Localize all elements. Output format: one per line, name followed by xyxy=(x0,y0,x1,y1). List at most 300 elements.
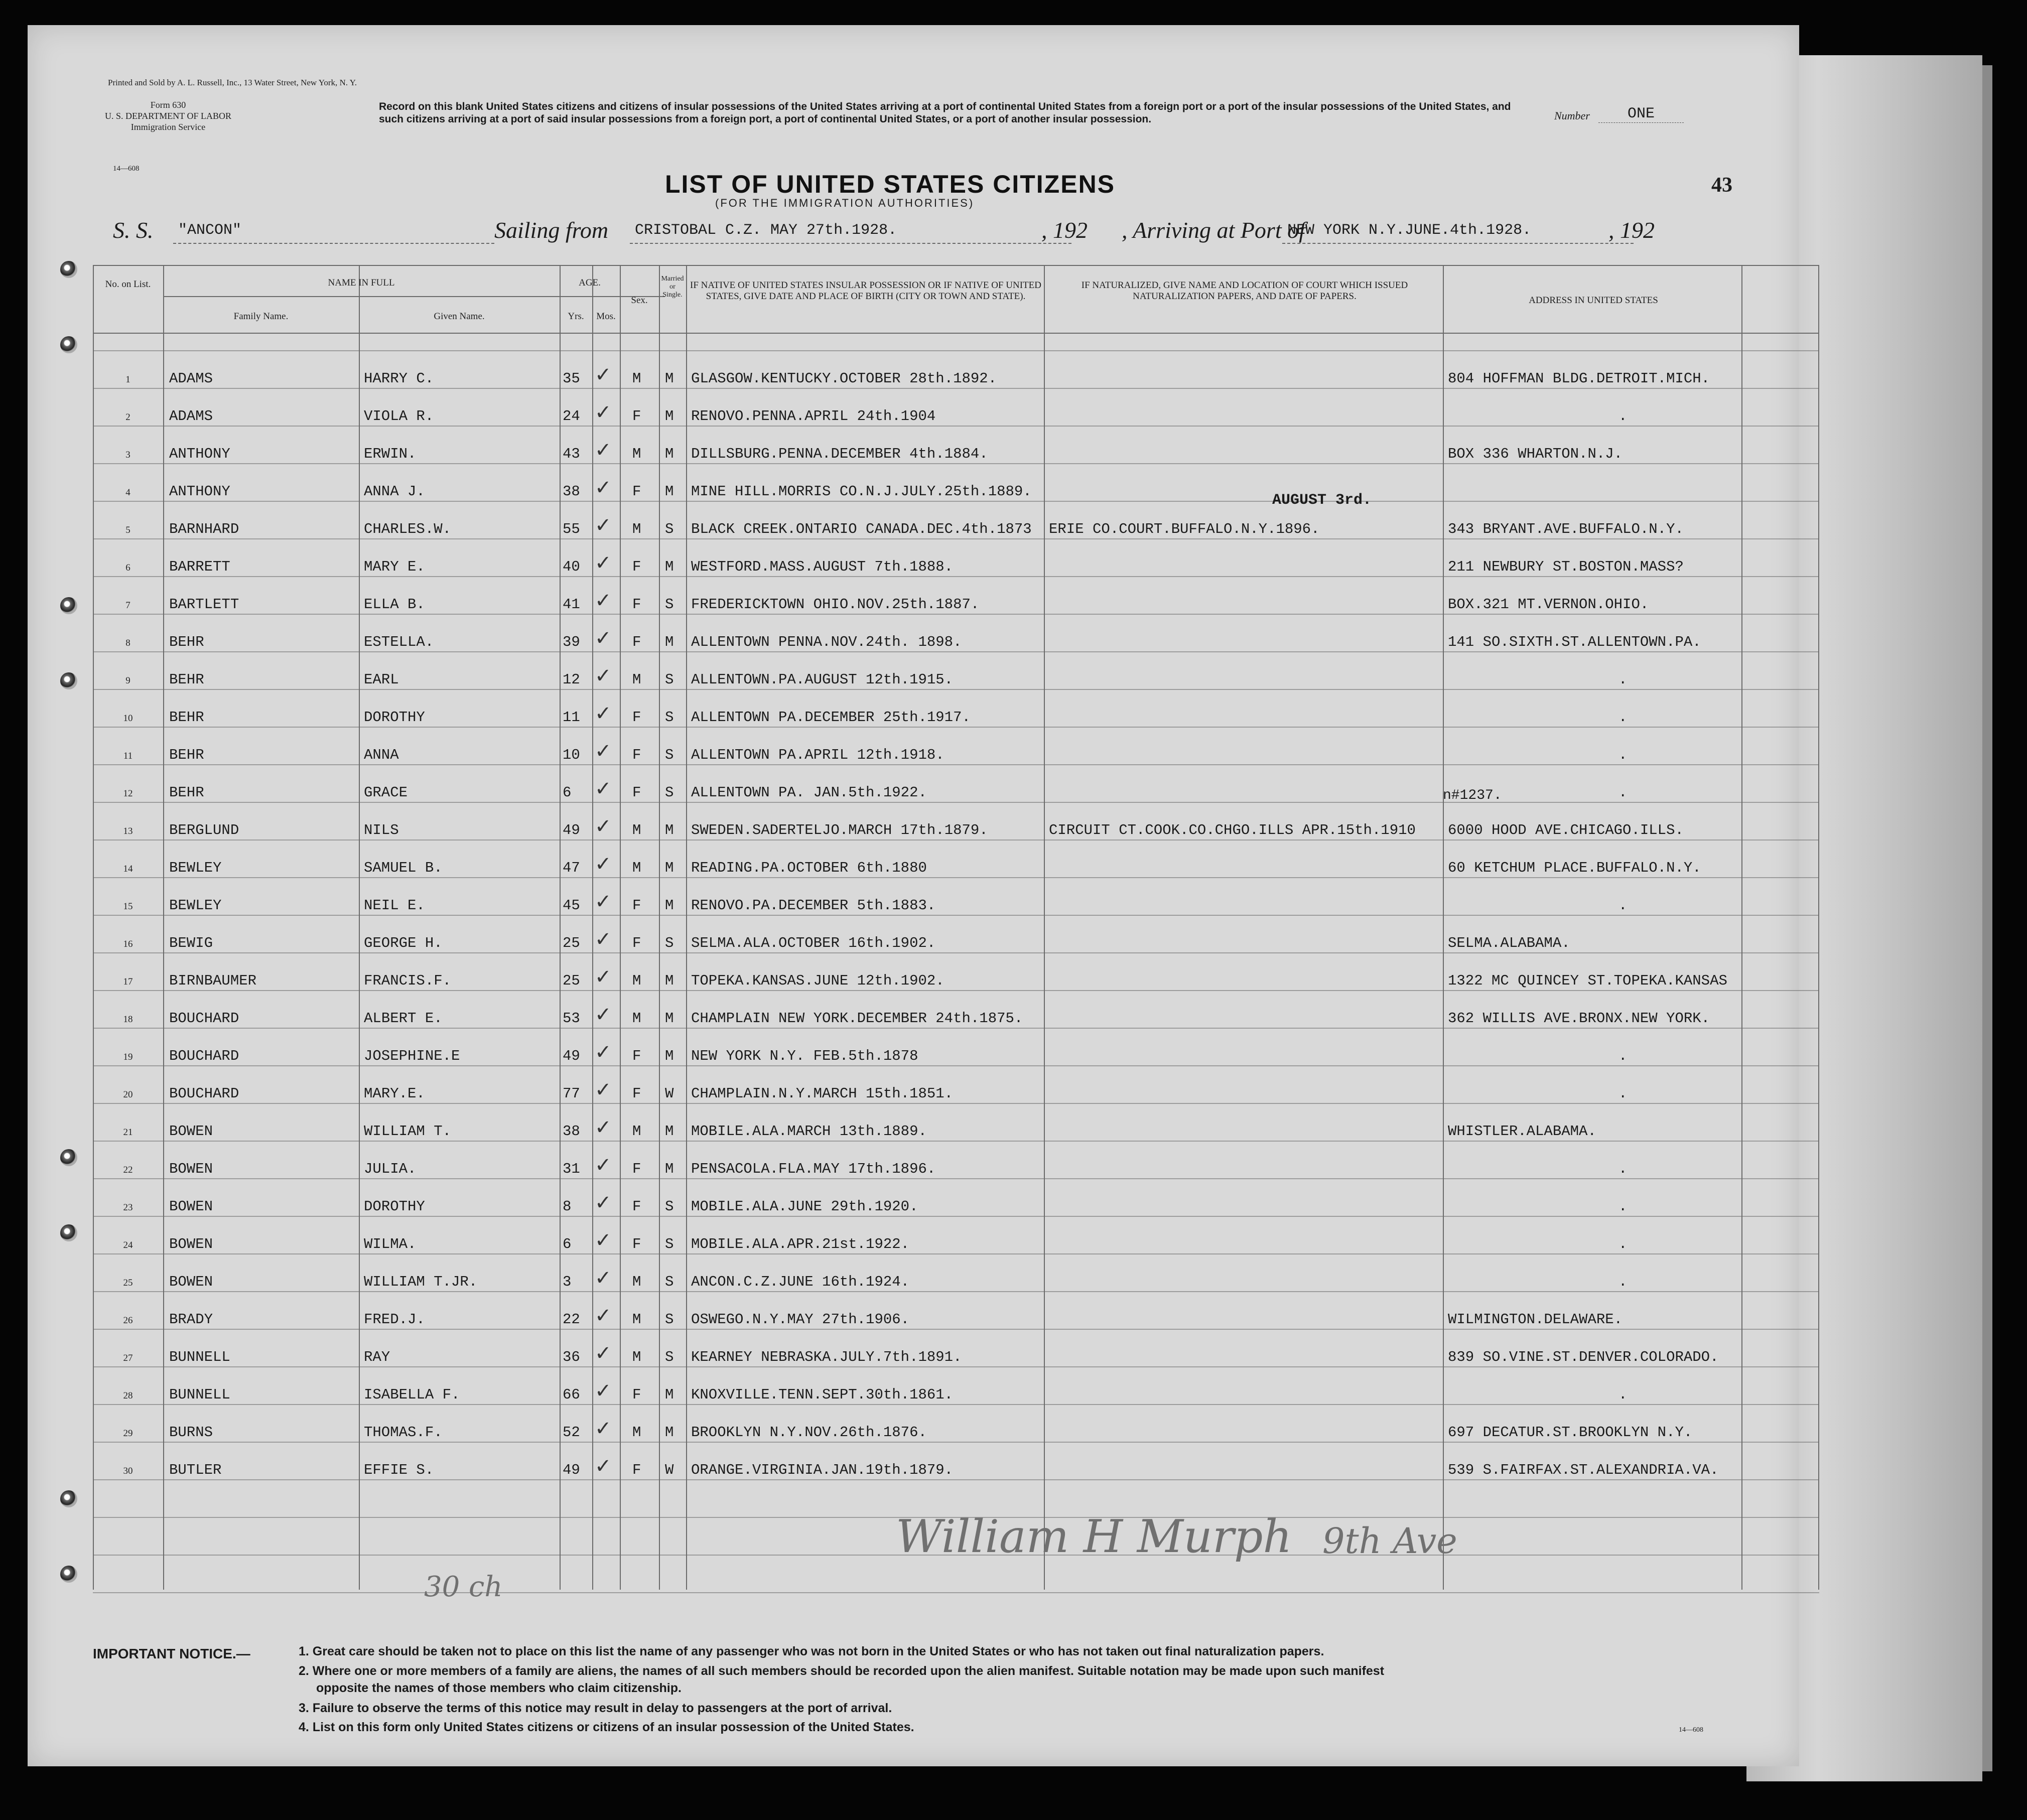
marital-status-cell: M xyxy=(665,408,674,425)
check-mark: ✓ xyxy=(595,589,612,612)
given-name-cell: ISABELLA F. xyxy=(364,1386,460,1403)
sex-cell: F xyxy=(632,1161,641,1177)
binder-hole xyxy=(60,597,77,614)
marital-status-cell: M xyxy=(665,1424,674,1441)
given-name-cell: ANNA xyxy=(364,747,399,763)
col-divider xyxy=(592,265,593,1590)
address-cell: . xyxy=(1618,1236,1628,1252)
address-cell: . xyxy=(1618,1161,1628,1177)
col-divider xyxy=(659,265,660,1590)
check-mark: ✓ xyxy=(595,1229,612,1252)
birth-place-date-cell: KNOXVILLE.TENN.SEPT.30th.1861. xyxy=(691,1386,954,1403)
table-border-top xyxy=(93,265,1819,266)
col-header-mos: Mos. xyxy=(596,311,616,322)
age-years-cell: 49 xyxy=(563,822,580,838)
row-number: 1 xyxy=(125,374,130,385)
address-cell: . xyxy=(1618,897,1628,914)
address-cell: 1322 MC QUINCEY ST.TOPEKA.KANSAS xyxy=(1448,972,1727,989)
age-years-cell: 36 xyxy=(563,1349,580,1365)
age-years-cell: 38 xyxy=(563,483,580,500)
birth-place-date-cell: MOBILE.ALA.MARCH 13th.1889. xyxy=(691,1123,927,1140)
family-name-cell: BOUCHARD xyxy=(169,1010,239,1027)
sex-cell: M xyxy=(632,1274,641,1290)
check-mark: ✓ xyxy=(595,401,612,424)
binder-hole xyxy=(60,1566,77,1583)
given-name-cell: CHARLES.W. xyxy=(364,521,452,537)
arriving-label: , Arriving at Port of xyxy=(1122,217,1305,243)
check-mark: ✓ xyxy=(595,551,612,575)
binder-hole xyxy=(60,261,77,278)
notice-title: IMPORTANT NOTICE.— xyxy=(93,1646,250,1661)
marital-status-cell: S xyxy=(665,935,674,951)
birth-place-date-cell: MOBILE.ALA.JUNE 29th.1920. xyxy=(691,1198,918,1215)
given-name-cell: VIOLA R. xyxy=(364,408,434,425)
row-rule xyxy=(93,388,1819,389)
row-rule xyxy=(93,1103,1819,1104)
address-cell: BOX 336 WHARTON.N.J. xyxy=(1448,446,1623,462)
ship-name: "ANCON" xyxy=(178,222,242,239)
col-divider xyxy=(1044,265,1045,1590)
age-years-cell: 31 xyxy=(563,1161,580,1177)
marital-status-cell: M xyxy=(665,1386,674,1403)
check-mark: ✓ xyxy=(595,853,612,876)
row-rule xyxy=(93,1028,1819,1029)
given-name-cell: JULIA. xyxy=(364,1161,417,1177)
age-years-cell: 6 xyxy=(563,784,572,801)
marital-status-cell: S xyxy=(665,1198,674,1215)
sex-cell: F xyxy=(632,1236,641,1252)
year-stub-2: , 192 xyxy=(1608,217,1655,243)
sailing-line xyxy=(630,243,1071,244)
row-rule xyxy=(93,350,1819,351)
age-years-cell: 77 xyxy=(563,1085,580,1102)
col-header-yrs: Yrs. xyxy=(568,311,584,322)
marital-status-cell: S xyxy=(665,1349,674,1365)
row-number: 18 xyxy=(123,1014,133,1025)
age-years-cell: 52 xyxy=(563,1424,580,1441)
birth-place-date-cell: SWEDEN.SADERTELJO.MARCH 17th.1879. xyxy=(691,822,988,838)
address-cell: 141 SO.SIXTH.ST.ALLENTOWN.PA. xyxy=(1448,634,1701,650)
row-rule xyxy=(93,1216,1819,1217)
given-name-cell: DOROTHY xyxy=(364,1198,425,1215)
family-name-cell: ANTHONY xyxy=(169,446,230,462)
sex-cell: F xyxy=(632,408,641,425)
given-name-cell: ALBERT E. xyxy=(364,1010,443,1027)
family-name-cell: BEHR xyxy=(169,671,204,688)
check-mark: ✓ xyxy=(595,1342,612,1365)
age-years-cell: 47 xyxy=(563,860,580,876)
family-name-cell: BERGLUND xyxy=(169,822,239,838)
given-name-cell: FRED.J. xyxy=(364,1311,425,1328)
address-cell: . xyxy=(1618,671,1628,688)
check-mark: ✓ xyxy=(595,439,612,462)
birth-place-date-cell: PENSACOLA.FLA.MAY 17th.1896. xyxy=(691,1161,936,1177)
marital-status-cell: M xyxy=(665,1161,674,1177)
address-cell: 539 S.FAIRFAX.ST.ALEXANDRIA.VA. xyxy=(1448,1462,1719,1478)
row-rule xyxy=(93,463,1819,464)
birth-place-date-cell: ALLENTOWN.PA.AUGUST 12th.1915. xyxy=(691,671,954,688)
age-years-cell: 41 xyxy=(563,596,580,613)
given-name-cell: ESTELLA. xyxy=(364,634,434,650)
birth-place-date-cell: CHAMPLAIN.N.Y.MARCH 15th.1851. xyxy=(691,1085,954,1102)
age-years-cell: 22 xyxy=(563,1311,580,1328)
check-mark: ✓ xyxy=(595,1455,612,1478)
given-name-cell: RAY xyxy=(364,1349,390,1365)
notice-item: 2. Where one or more members of a family are aliens, the names of all such members should be recorded upon the alien manifest. Suitable notation may be made upon such manifest xyxy=(299,1664,1385,1678)
family-name-cell: BARTLETT xyxy=(169,596,239,613)
ship-label: S. S. xyxy=(113,217,154,243)
check-mark: ✓ xyxy=(595,777,612,800)
age-header-divider xyxy=(560,296,620,297)
family-name-cell: BARRETT xyxy=(169,558,230,575)
sex-cell: F xyxy=(632,897,641,914)
age-years-cell: 3 xyxy=(563,1274,572,1290)
given-name-cell: FRANCIS.F. xyxy=(364,972,452,989)
form-identity xyxy=(93,99,243,132)
sex-cell: M xyxy=(632,671,641,688)
check-mark: ✓ xyxy=(595,1116,612,1139)
address-cell: WHISTLER.ALABAMA. xyxy=(1448,1123,1596,1140)
check-mark: ✓ xyxy=(595,1041,612,1064)
row-number: 9 xyxy=(125,675,130,686)
given-name-cell: ANNA J. xyxy=(364,483,425,500)
birth-place-date-cell: ANCON.C.Z.JUNE 16th.1924. xyxy=(691,1274,910,1290)
naturalization-number-note: n#1237. xyxy=(1443,788,1502,803)
check-mark: ✓ xyxy=(595,928,612,951)
row-rule xyxy=(93,802,1819,803)
row-rule xyxy=(93,501,1819,502)
row-number: 14 xyxy=(123,864,133,874)
marital-status-cell: W xyxy=(665,1085,674,1102)
birth-place-date-cell: ALLENTOWN PENNA.NOV.24th. 1898. xyxy=(691,634,962,650)
family-name-cell: ADAMS xyxy=(169,370,213,387)
row-number: 16 xyxy=(123,939,133,949)
row-number: 22 xyxy=(123,1165,133,1175)
given-name-cell: NILS xyxy=(364,822,399,838)
row-number: 4 xyxy=(125,487,130,498)
row-rule xyxy=(93,1592,1819,1593)
sex-cell: M xyxy=(632,1311,641,1328)
family-name-cell: BEHR xyxy=(169,747,204,763)
age-years-cell: 35 xyxy=(563,370,580,387)
marital-status-cell: S xyxy=(665,709,674,726)
binder-hole xyxy=(60,672,77,689)
sailing-from: CRISTOBAL C.Z. MAY 27th.1928. xyxy=(635,222,897,239)
check-mark: ✓ xyxy=(595,1078,612,1101)
number-label: Number xyxy=(1554,109,1590,122)
family-name-cell: BEWLEY xyxy=(169,860,222,876)
row-rule xyxy=(93,614,1819,615)
form-number: Form 630 xyxy=(150,100,186,110)
check-mark: ✓ xyxy=(595,1267,612,1290)
row-number: 19 xyxy=(123,1052,133,1062)
family-name-cell: BOWEN xyxy=(169,1236,213,1252)
notice-item: 4. List on this form only United States citizens or citizens of an insular possession of the United States. xyxy=(299,1720,914,1734)
family-name-cell: BUNNELL xyxy=(169,1349,230,1365)
check-mark: ✓ xyxy=(595,890,612,913)
binder-hole xyxy=(60,1490,77,1507)
sex-cell: F xyxy=(632,747,641,763)
marital-status-cell: M xyxy=(665,897,674,914)
given-name-cell: WILLIAM T. xyxy=(364,1123,452,1140)
address-cell: 211 NEWBURY ST.BOSTON.MASS? xyxy=(1448,558,1684,575)
family-name-cell: BRADY xyxy=(169,1311,213,1328)
check-mark: ✓ xyxy=(595,1154,612,1177)
family-name-cell: BUNNELL xyxy=(169,1386,230,1403)
address-cell: 804 HOFFMAN BLDG.DETROIT.MICH. xyxy=(1448,370,1710,387)
row-number: 7 xyxy=(125,600,130,611)
birth-place-date-cell: RENOVO.PA.DECEMBER 5th.1883. xyxy=(691,897,936,914)
row-number: 5 xyxy=(125,525,130,535)
birth-place-date-cell: CHAMPLAIN NEW YORK.DECEMBER 24th.1875. xyxy=(691,1010,1023,1027)
marital-status-cell: S xyxy=(665,521,674,537)
binder-hole xyxy=(60,1224,77,1241)
given-name-cell: EFFIE S. xyxy=(364,1462,434,1478)
sex-cell: M xyxy=(632,822,641,838)
row-rule xyxy=(93,952,1819,953)
row-number: 3 xyxy=(125,450,130,460)
check-mark: ✓ xyxy=(595,664,612,687)
birth-place-date-cell: ALLENTOWN PA.DECEMBER 25th.1917. xyxy=(691,709,971,726)
page-subtitle: (FOR THE IMMIGRATION AUTHORITIES) xyxy=(715,197,975,209)
marital-status-cell: S xyxy=(665,1236,674,1252)
col-header-given: Given Name. xyxy=(434,311,485,322)
birth-place-date-cell: DILLSBURG.PENNA.DECEMBER 4th.1884. xyxy=(691,446,988,462)
given-name-cell: GEORGE H. xyxy=(364,935,443,951)
sex-cell: F xyxy=(632,596,641,613)
family-name-cell: BEWLEY xyxy=(169,897,222,914)
age-years-cell: 55 xyxy=(563,521,580,537)
row-rule xyxy=(93,1366,1819,1367)
row-rule xyxy=(93,915,1819,916)
sex-cell: F xyxy=(632,483,641,500)
sex-cell: M xyxy=(632,1010,641,1027)
age-years-cell: 10 xyxy=(563,747,580,763)
birth-place-date-cell: BROOKLYN N.Y.NOV.26th.1876. xyxy=(691,1424,927,1441)
marital-status-cell: M xyxy=(665,1123,674,1140)
row-rule xyxy=(93,877,1819,878)
marital-status-cell: S xyxy=(665,671,674,688)
birth-place-date-cell: NEW YORK N.Y. FEB.5th.1878 xyxy=(691,1048,918,1064)
col-header-sex: Sex. xyxy=(631,295,648,306)
row-rule xyxy=(93,1479,1819,1480)
row-number: 28 xyxy=(123,1390,133,1401)
row-rule xyxy=(93,538,1819,539)
arriving-line xyxy=(1282,243,1634,244)
given-name-cell: EARL xyxy=(364,671,399,688)
marital-status-cell: M xyxy=(665,634,674,650)
given-name-cell: JOSEPHINE.E xyxy=(364,1048,460,1064)
family-name-cell: BOWEN xyxy=(169,1123,213,1140)
given-name-cell: MARY.E. xyxy=(364,1085,425,1102)
col-header-no: No. on List. xyxy=(105,279,151,290)
col-divider xyxy=(620,265,621,1590)
row-number: 29 xyxy=(123,1428,133,1439)
given-name-cell: SAMUEL B. xyxy=(364,860,443,876)
check-mark: ✓ xyxy=(595,702,612,725)
marital-status-cell: S xyxy=(665,784,674,801)
row-rule xyxy=(93,426,1819,427)
check-mark: ✓ xyxy=(595,627,612,650)
row-number: 2 xyxy=(125,412,130,423)
row-rule xyxy=(93,1291,1819,1292)
naturalization-date-note: AUGUST 3rd. xyxy=(1272,492,1372,509)
family-name-cell: BOWEN xyxy=(169,1161,213,1177)
age-years-cell: 39 xyxy=(563,634,580,650)
age-years-cell: 25 xyxy=(563,972,580,989)
arriving-port: NEW YORK N.Y.JUNE.4th.1928. xyxy=(1287,222,1532,239)
address-cell: 6000 HOOD AVE.CHICAGO.ILLS. xyxy=(1448,822,1684,838)
signature: William H Murph xyxy=(896,1510,1292,1563)
row-rule xyxy=(93,1329,1819,1330)
row-number: 12 xyxy=(123,788,133,799)
address-cell: . xyxy=(1618,784,1628,801)
row-number: 26 xyxy=(123,1315,133,1326)
sex-cell: M xyxy=(632,370,641,387)
marital-status-cell: M xyxy=(665,558,674,575)
address-cell: . xyxy=(1618,408,1628,425)
family-name-cell: BUTLER xyxy=(169,1462,222,1478)
age-years-cell: 8 xyxy=(563,1198,572,1215)
row-number: 27 xyxy=(123,1353,133,1363)
address-cell: 839 SO.VINE.ST.DENVER.COLORADO. xyxy=(1448,1349,1719,1365)
age-years-cell: 49 xyxy=(563,1048,580,1064)
marital-status-cell: M xyxy=(665,972,674,989)
address-cell: SELMA.ALABAMA. xyxy=(1448,935,1570,951)
row-rule xyxy=(93,576,1819,577)
row-rule xyxy=(93,1141,1819,1142)
row-number: 25 xyxy=(123,1278,133,1288)
sex-cell: M xyxy=(632,972,641,989)
marital-status-cell: M xyxy=(665,1048,674,1064)
birth-place-date-cell: RENOVO.PENNA.APRIL 24th.1904 xyxy=(691,408,936,425)
col-border-right xyxy=(1818,265,1819,1590)
check-mark: ✓ xyxy=(595,740,612,763)
sailing-label: Sailing from xyxy=(494,217,609,243)
marital-status-cell: S xyxy=(665,747,674,763)
birth-place-date-cell: ALLENTOWN PA. JAN.5th.1922. xyxy=(691,784,927,801)
col-header-birth: IF NATIVE OF UNITED STATES INSULAR POSSESSION OR IF NATIVE OF UNITED STATES, GIVE DATE AND PLACE OF BIRTH (CITY OR TOWN AND STATE). xyxy=(690,280,1041,302)
year-stub-1: , 192 xyxy=(1041,217,1088,243)
row-number: 20 xyxy=(123,1089,133,1100)
given-name-cell: GRACE xyxy=(364,784,408,801)
birth-place-date-cell: READING.PA.OCTOBER 6th.1880 xyxy=(691,860,927,876)
given-name-cell: NEIL E. xyxy=(364,897,425,914)
check-mark: ✓ xyxy=(595,1417,612,1440)
birth-place-date-cell: SELMA.ALA.OCTOBER 16th.1902. xyxy=(691,935,936,951)
birth-place-date-cell: GLASGOW.KENTUCKY.OCTOBER 28th.1892. xyxy=(691,370,997,387)
marital-status-cell: M xyxy=(665,483,674,500)
col-header-address: ADDRESS IN UNITED STATES xyxy=(1529,295,1658,306)
given-name-cell: ERWIN. xyxy=(364,446,417,462)
sex-cell: F xyxy=(632,1462,641,1478)
check-mark: ✓ xyxy=(595,815,612,838)
sex-cell: M xyxy=(632,860,641,876)
ship-line xyxy=(173,243,494,244)
row-rule xyxy=(93,1065,1819,1066)
sex-cell: F xyxy=(632,784,641,801)
birth-place-date-cell: FREDERICKTOWN OHIO.NOV.25th.1887. xyxy=(691,596,980,613)
sex-cell: F xyxy=(632,558,641,575)
page-number: 43 xyxy=(1711,174,1732,197)
family-name-cell: BURNS xyxy=(169,1424,213,1441)
birth-place-date-cell: WESTFORD.MASS.AUGUST 7th.1888. xyxy=(691,558,954,575)
check-mark: ✓ xyxy=(595,965,612,989)
check-mark: ✓ xyxy=(595,1003,612,1026)
number-value: ONE xyxy=(1598,105,1684,123)
family-name-cell: ANTHONY xyxy=(169,483,230,500)
family-name-cell: BEWIG xyxy=(169,935,213,951)
address-cell: 343 BRYANT.AVE.BUFFALO.N.Y. xyxy=(1448,521,1684,537)
age-years-cell: 40 xyxy=(563,558,580,575)
row-rule xyxy=(93,990,1819,991)
naturalization-cell: CIRCUIT CT.COOK.CO.CHGO.ILLS APR.15th.1910 xyxy=(1049,822,1416,838)
given-name-cell: WILLIAM T.JR. xyxy=(364,1274,478,1290)
notice-item: opposite the names of those members who claim citizenship. xyxy=(316,1681,682,1695)
sex-cell: F xyxy=(632,1386,641,1403)
check-mark: ✓ xyxy=(595,1191,612,1214)
family-name-cell: BEHR xyxy=(169,709,204,726)
address-cell: 60 KETCHUM PLACE.BUFFALO.N.Y. xyxy=(1448,860,1701,876)
age-years-cell: 11 xyxy=(563,709,580,726)
family-name-cell: BOWEN xyxy=(169,1198,213,1215)
address-cell: . xyxy=(1618,747,1628,763)
birth-place-date-cell: MOBILE.ALA.APR.21st.1922. xyxy=(691,1236,910,1252)
col-header-married: Married or Single. xyxy=(661,275,684,299)
page-title: LIST OF UNITED STATES CITIZENS xyxy=(665,170,1116,198)
col-header-name: NAME IN FULL xyxy=(328,277,395,288)
family-name-cell: BOUCHARD xyxy=(169,1048,239,1064)
col-divider xyxy=(686,265,687,1590)
row-number: 6 xyxy=(125,563,130,573)
signature-suffix: 9th Ave xyxy=(1322,1520,1457,1562)
check-mark: ✓ xyxy=(595,1379,612,1403)
age-years-cell: 38 xyxy=(563,1123,580,1140)
check-mark: ✓ xyxy=(595,514,612,537)
sex-cell: F xyxy=(632,1198,641,1215)
row-number: 30 xyxy=(123,1466,133,1476)
binder-hole xyxy=(60,1149,77,1166)
sex-cell: F xyxy=(632,709,641,726)
col-divider xyxy=(359,265,360,1590)
row-rule xyxy=(93,727,1819,728)
sex-cell: F xyxy=(632,935,641,951)
row-rule xyxy=(93,1178,1819,1179)
birth-place-date-cell: TOPEKA.KANSAS.JUNE 12th.1902. xyxy=(691,972,944,989)
marital-status-cell: M xyxy=(665,1010,674,1027)
department: U. S. DEPARTMENT OF LABOR xyxy=(105,111,231,121)
marital-status-cell: M xyxy=(665,860,674,876)
birth-place-date-cell: BLACK CREEK.ONTARIO CANADA.DEC.4th.1873 xyxy=(691,521,1032,537)
notice-item: 3. Failure to observe the terms of this notice may result in delay to passengers at the port of arrival. xyxy=(299,1701,892,1715)
binder-hole xyxy=(60,336,77,353)
birth-place-date-cell: ORANGE.VIRGINIA.JAN.19th.1879. xyxy=(691,1462,954,1478)
family-name-cell: BIRNBAUMER xyxy=(169,972,257,989)
row-number: 10 xyxy=(123,713,133,724)
manifest-page xyxy=(28,25,1799,1766)
family-name-cell: BARNHARD xyxy=(169,521,239,537)
address-cell: . xyxy=(1618,1085,1628,1102)
birth-place-date-cell: ALLENTOWN PA.APRIL 12th.1918. xyxy=(691,747,944,763)
row-number: 11 xyxy=(123,751,133,761)
age-years-cell: 45 xyxy=(563,897,580,914)
given-name-cell: WILMA. xyxy=(364,1236,417,1252)
row-number: 17 xyxy=(123,976,133,987)
row-number: 24 xyxy=(123,1240,133,1250)
sex-cell: M xyxy=(632,1349,641,1365)
col-divider xyxy=(1443,265,1444,1590)
marital-status-cell: S xyxy=(665,1311,674,1328)
